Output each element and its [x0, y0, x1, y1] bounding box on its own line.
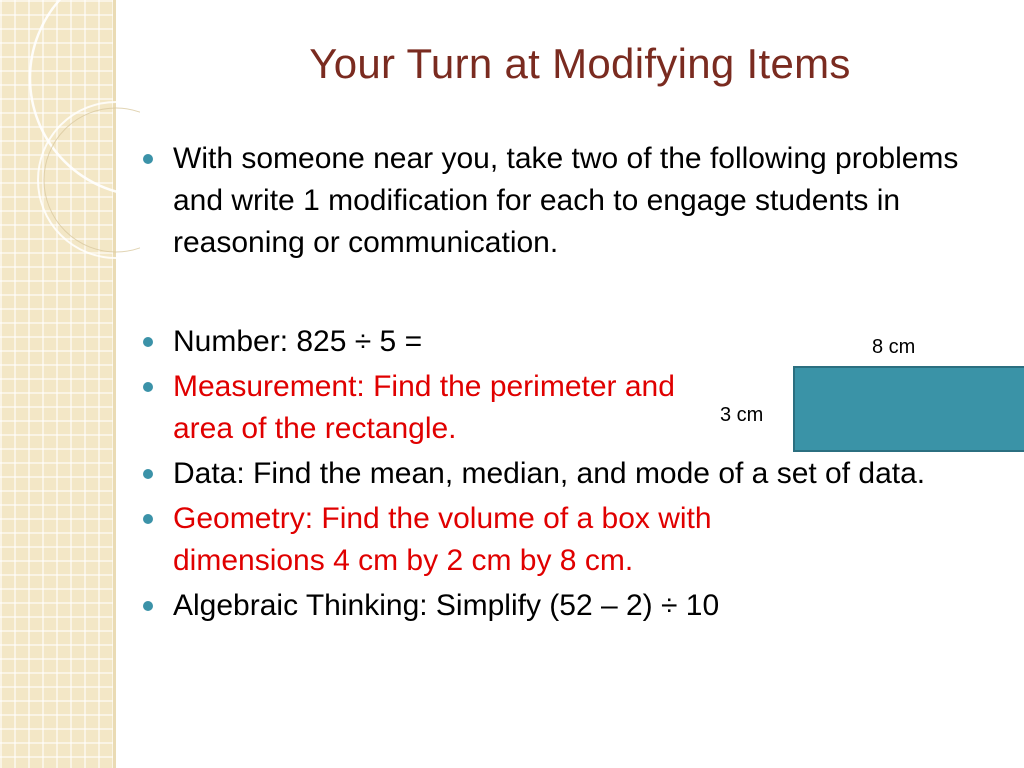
decorative-circles	[0, 0, 140, 300]
bullet-data	[140, 453, 1000, 495]
slide-title: Your Turn at Modifying Items	[309, 40, 851, 87]
bullet-text: Data: Find the mean, median, and mode of a set of data.	[173, 457, 926, 490]
bullet-marker	[143, 154, 153, 164]
rectangle-width-label: 8 cm	[872, 336, 916, 358]
rectangle-figure	[793, 366, 1024, 452]
bullet-marker	[143, 601, 153, 611]
bullet-marker	[143, 469, 153, 479]
bullet-marker	[143, 382, 153, 392]
bullet-number	[140, 321, 1000, 363]
bullet-text: With someone near you, take two of the following problems and write 1 modification for each to engage students in reasoning or communication.	[173, 142, 959, 259]
bullet-marker	[143, 337, 153, 347]
rectangle-height-label: 3 cm	[720, 404, 764, 426]
bullet-algebraic-thinking	[140, 585, 1000, 627]
bullet-text: Number: 825 ÷ 5 =	[173, 325, 423, 358]
bullet-spacer	[140, 264, 1000, 321]
bullet-instructions	[140, 138, 1000, 264]
bullet-marker	[143, 514, 153, 524]
bullet-geometry	[140, 498, 1000, 582]
bullet-text: Geometry: Find the volume of a box with dimensions 4 cm by 2 cm by 8 cm.	[173, 502, 712, 577]
bullet-text: Algebraic Thinking: Simplify (52 – 2) ÷ 10	[173, 589, 720, 622]
bullet-text: Measurement: Find the perimeter and area of the rectangle.	[173, 370, 675, 445]
